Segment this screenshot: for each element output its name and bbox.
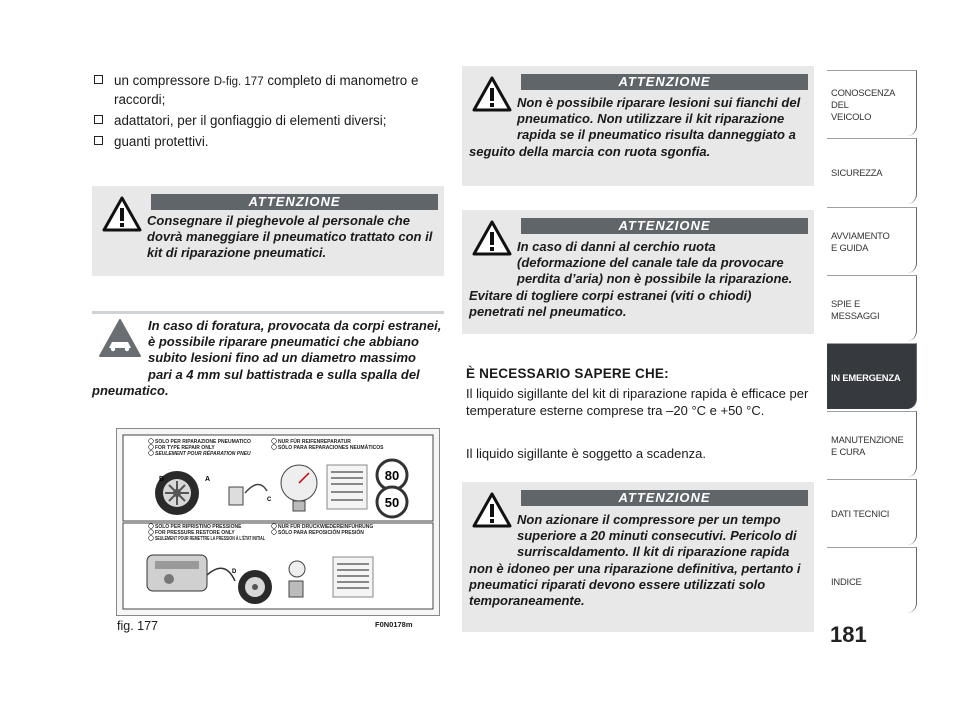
section-paragraph: Il liquido sigillante è soggetto a scadenza. — [466, 446, 706, 461]
svg-text:C: C — [267, 497, 272, 503]
note-box — [92, 314, 444, 406]
warning-box-compressor — [462, 482, 814, 632]
warning-title: ATTENZIONE — [521, 74, 808, 90]
repair-kit-label-figure — [116, 428, 440, 616]
label-it-pressure: SOLO PER RIPRISTINO PRESSIONE — [155, 524, 242, 530]
svg-text:D: D — [232, 569, 237, 575]
warning-title: ATTENZIONE — [151, 194, 438, 210]
label-de-pressure: NUR FÜR DRUCKWIEDEREINFÜHRUNG — [278, 524, 374, 530]
label-en-pressure: FOR PRESSURE RESTORE ONLY — [155, 530, 235, 536]
checkbox-bullet-icon — [94, 136, 103, 145]
tab-indice[interactable]: INDICE — [827, 547, 917, 613]
page-number: 181 — [830, 622, 867, 647]
repair-kit-label-illustration — [117, 429, 439, 615]
svg-text:50: 50 — [384, 495, 400, 510]
tab-manutenzione-e-cura[interactable]: MANUTENZIONE E CURA — [827, 411, 917, 477]
tab-avviamento-e-guida[interactable]: AVVIAMENTO E GUIDA — [827, 207, 917, 273]
list-item: adattatori, per il gonfiaggio di elementi diversi; — [92, 112, 444, 129]
svg-text:B: B — [159, 476, 165, 483]
svg-text:A: A — [205, 476, 211, 483]
compressor-icon — [147, 555, 207, 591]
warning-title: ATTENZIONE — [521, 218, 808, 234]
figure-caption: fig. 177 — [117, 619, 159, 633]
label-fr-pressure: SEULEMENT POUR REMETTRE LA PRESSION À L'ÉTAT INITIAL — [155, 536, 308, 542]
warning-text: In caso di danni al cerchio ruota (deformazione del canale tale da provocare perdita d’aria) non è possibile la riparazione. Evitare di togliere corpi estranei (viti o chiodi) penetrati nel pneumatico. — [469, 239, 793, 319]
sealant-bottle-icon — [229, 487, 243, 505]
warning-title: ATTENZIONE — [521, 490, 808, 506]
checkbox-bullet-icon — [94, 75, 103, 84]
checkbox-bullet-icon — [94, 115, 103, 124]
warning-box-pamphlet — [92, 186, 444, 276]
warning-text: Non azionare il compressore per un tempo superiore a 20 minuti consecutivi. Pericolo di surriscaldamento. Il kit di riparazione rapida non è idoneo per una riparazione definitiva, pertanto i pneumatici riparati devono essere utilizzati solo temporaneamente. — [469, 512, 801, 609]
warning-box-sidewall — [462, 66, 814, 186]
note-text: In caso di foratura, provocata da corpi estranei, è possibile riparare pneumatici che abbiano subito lesioni fino ad un diametro massimo pari a 4 mm sul battistrada e sulla spalla del pneumatico. — [92, 318, 442, 398]
label-it: SOLO PER RIPARAZIONE PNEUMATICO — [155, 439, 251, 445]
label-de: NUR FÜR REIFENREPARATUR — [278, 439, 351, 445]
figure-code: F0N0178m — [375, 620, 413, 629]
tab-conoscenza-del-veicolo[interactable]: CONOSCENZA DEL VEICOLO — [827, 70, 917, 136]
section-paragraph: Il liquido sigillante del kit di riparazione rapida è efficace per temperature esterne comprese tra –20 °C e +50 °C. — [466, 386, 809, 418]
tab-dati-tecnici[interactable]: DATI TECNICI — [827, 479, 917, 545]
label-es: SÓLO PARA REPARACIONES NEUMÁTICOS — [278, 445, 384, 451]
warning-box-rim — [462, 210, 814, 334]
label-fr: SEULEMENT POUR RÉPARATION PNEU — [155, 451, 251, 457]
tab-in-emergenza[interactable]: IN EMERGENZA — [827, 343, 917, 409]
section-title: È NECESSARIO SAPERE CHE: — [466, 366, 669, 381]
svg-text:80: 80 — [384, 468, 400, 483]
tab-spie-e-messaggi[interactable]: SPIE E MESSAGGI — [827, 275, 917, 341]
label-en: FOR TYPE REPAIR ONLY — [155, 445, 215, 451]
tab-sicurezza[interactable]: SICUREZZA — [827, 138, 917, 204]
warning-text: Non è possibile riparare lesioni sui fianchi del pneumatico. Non utilizzare il kit riparazione rapida se il pneumatico risulta danneggiato a seguito della marcia con ruota sgonfia. — [469, 95, 801, 159]
wheel-icon — [238, 570, 272, 604]
list-item: guanti protettivi. — [92, 133, 444, 150]
label-es-pressure: SÓLO PARA REPOSICIÓN PRESIÓN — [278, 530, 364, 536]
list-item: un compressore D-fig. 177 completo di manometro e raccordi; — [92, 72, 444, 108]
warning-text: Consegnare il pieghevole al personale che dovrà maneggiare il pneumatico trattato con il kit di riparazione pneumatici. — [147, 213, 433, 261]
accessory-list — [92, 72, 444, 154]
